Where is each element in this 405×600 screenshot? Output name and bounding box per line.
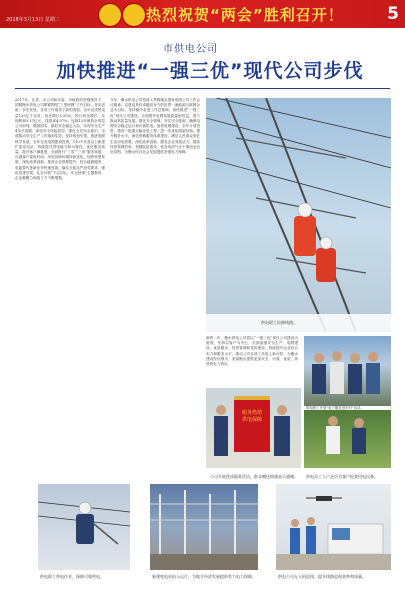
live-work-illustration bbox=[38, 484, 130, 570]
substation-illustration bbox=[150, 484, 258, 570]
flag-text: 服务热情 供电保障 bbox=[241, 410, 262, 423]
article-column-2: 今年，衡水供电公司将深入贯彻落实国家电网公司工作会议精神，以建设具有卓越竞争力的世界一流能源互联网企业为目标，坚持稳中求进工作总基调，加快推进“一强三优”现代公司建设，全面提升电网发展质量和效益，着力推动高质量发展。强化安全管理，夯实安全基础，确保电网安全稳定运行和可靠供电。加快电网建设，全年计划投资，建设一批重点输变电工程，进一步优化网架结构。提升服务水平，深化营销服务体系建设，满足人民群众美好生活用电需要。深化改革创新，激发企业发展活力，提高经营管理效率。加强队伍建设，营造风清气正干事创业良好氛围，为衡水经济社会发展提供坚强电力保障。 bbox=[110, 98, 200, 155]
photo-substation bbox=[150, 484, 258, 570]
emblem-icon bbox=[98, 3, 122, 27]
field-illustration bbox=[304, 410, 391, 468]
article-headline: 加快推进“一强三优”现代公司步伐 bbox=[56, 60, 364, 82]
photo-live-work bbox=[38, 484, 130, 570]
photo-field-visit bbox=[304, 410, 391, 468]
article-column-3: 新的一年，衡水供电公司将以“一强三优”现代公司建设为统领，坚持以客户为中心，全面加强安全生产、电网建设、优质服务、经营管理和党的建设，持续提升企业综合实力和服务水平，推动公司各项工作再上新台阶，为衡水建设经济强市、美丽衡水提供更加安全、可靠、优质、高效的电力供应。 bbox=[206, 336, 298, 367]
article-column-1: 2017年，在省、市公司和市委、市政府的坚强领导下，国网衡水供电公司紧紧围绕“三型两网”工作目标，务实创新，争先发展，各项工作取得了新的进展。全年完成售电量135亿千瓦时，同比增长5.53%，预计同比增长，实现利润3.17亿元，线损率4.97%，连续12年保持全省县公司前列。强基固本，搞好安全稳定大局，实现安全生产4年长周期，深化安全风险管控，强化全员安全意识，全面推动安全生产工作落到实处。坚持规划引领，推进电网科学发展，全年完成电网建设投资，110千伏及以上新建扩建变电站，持续提升供电能力和可靠性。优化服务质量，提升客户满意度，全面推行“三零”“三省”服务举措，压减客户接电时间，用电营商环境持续优化。加快转型发展，深化改革创新，推进企业管理提升，综合能源服务、电能替代等新业务快速发展。落实全面从严治党要求，强化党建引领，扎实开展“不忘初心、牢记使命”主题教育，企业凝聚力和战斗力不断增强。 bbox=[15, 98, 105, 181]
page-number: 5 bbox=[387, 4, 399, 24]
photo-drone-inspection bbox=[276, 484, 391, 570]
issue-date: 2018年3月13日 星期二 bbox=[6, 17, 60, 23]
photo-commendation-flag bbox=[206, 388, 301, 468]
field-photo-caption: 供电员工入户走访为客户检查用电设备。 bbox=[306, 474, 378, 479]
group-illustration bbox=[304, 336, 391, 406]
page-banner bbox=[0, 0, 405, 28]
article-kicker: 市供电公司 bbox=[163, 44, 218, 55]
emblem-icon bbox=[122, 3, 146, 27]
photo-lineworker-tower bbox=[206, 98, 391, 332]
substation-caption: 新建变电站投入运行，为地方经济发展提供有力电力保障。 bbox=[152, 574, 256, 579]
live-work-caption: 供电职工带电作业，保障可靠供电。 bbox=[40, 574, 104, 579]
flag-photo-caption: 公司开展优质服务活动，群众赠送锦旗表示感谢。 bbox=[210, 474, 298, 479]
drone-caption: 供电公司无人机巡线，提升线路巡视效率和质量。 bbox=[278, 574, 366, 579]
lineworker-illustration bbox=[206, 98, 391, 332]
group-photo-caption: 供电职工开展“电力服务进乡村”活动。 bbox=[306, 406, 364, 410]
flag-illustration bbox=[206, 388, 301, 468]
headline-rule bbox=[15, 88, 390, 89]
photo-group-service bbox=[304, 336, 391, 406]
drone-illustration bbox=[276, 484, 391, 570]
photo-caption: 供电职工检修线路。 bbox=[261, 320, 297, 325]
banner-announcement: 热烈祝贺“两会”胜利召开！ bbox=[146, 6, 344, 24]
